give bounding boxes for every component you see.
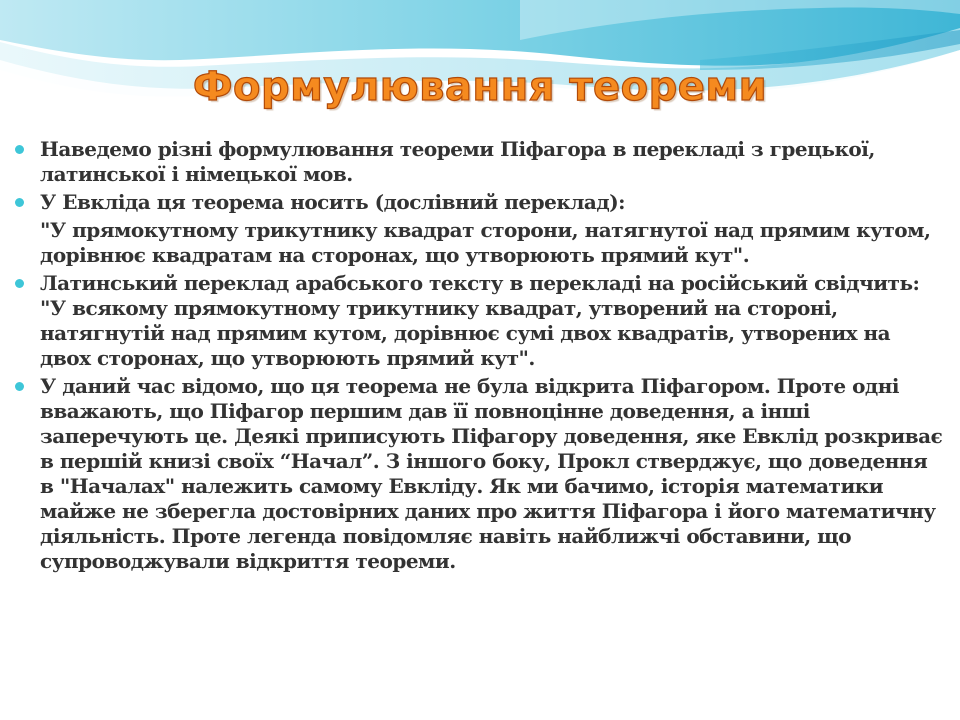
slide-title: Формулювання теореми bbox=[192, 64, 768, 110]
bullet-paragraph-4 bbox=[14, 374, 946, 574]
paragraph-text: У даний час відомо, що ця теорема не була відкрита Піфагором. Проте одні вважають, що Піфагор першим дав її повноцінне доведення, а інші заперечують це. Деякі приписують Піфагору доведення, яке Евклід розкриває в першій книзі своїх “Начал”. З іншого боку, Прокл стверджує, що доведення в "Началах" належить самому Евкліду. Як ми бачимо, історія математики майже не зберегла достовірних даних про життя Піфагора і його математичну діяльність. Проте легенда повідомляє навіть найближчі обставини, що супроводжували відкриття теореми. bbox=[40, 374, 943, 573]
bullet-paragraph-3 bbox=[14, 271, 946, 371]
paragraph-text: Наведемо різні формулювання теореми Піфагора в перекладі з грецької, латинської і німецької мов. bbox=[40, 137, 875, 186]
bullet-dot-icon bbox=[15, 145, 24, 154]
paragraph-text: У Евкліда ця теорема носить (дослівний переклад): bbox=[40, 190, 626, 214]
bullet-dot-icon bbox=[15, 382, 24, 391]
bullet-paragraph-1 bbox=[14, 137, 946, 187]
slide-body bbox=[14, 137, 946, 577]
paragraph-text: "У прямокутному трикутнику квадрат сторони, натягнутої над прямим кутом, дорівнює квадратам на сторонах, що утворюють прямий кут". bbox=[40, 218, 931, 267]
bullet-dot-icon bbox=[15, 279, 24, 288]
bullet-paragraph-2 bbox=[14, 190, 946, 215]
quote-paragraph bbox=[14, 218, 946, 268]
bullet-dot-icon bbox=[15, 198, 24, 207]
paragraph-text: Латинський переклад арабського тексту в перекладі на російський свідчить: "У всякому прямокутному трикутнику квадрат, утворений на стороні, натягнутій над прямим кутом, дорівнює сумі двох квадратів, утворених на двох сторонах, що утворюють прямий кут". bbox=[40, 271, 920, 370]
